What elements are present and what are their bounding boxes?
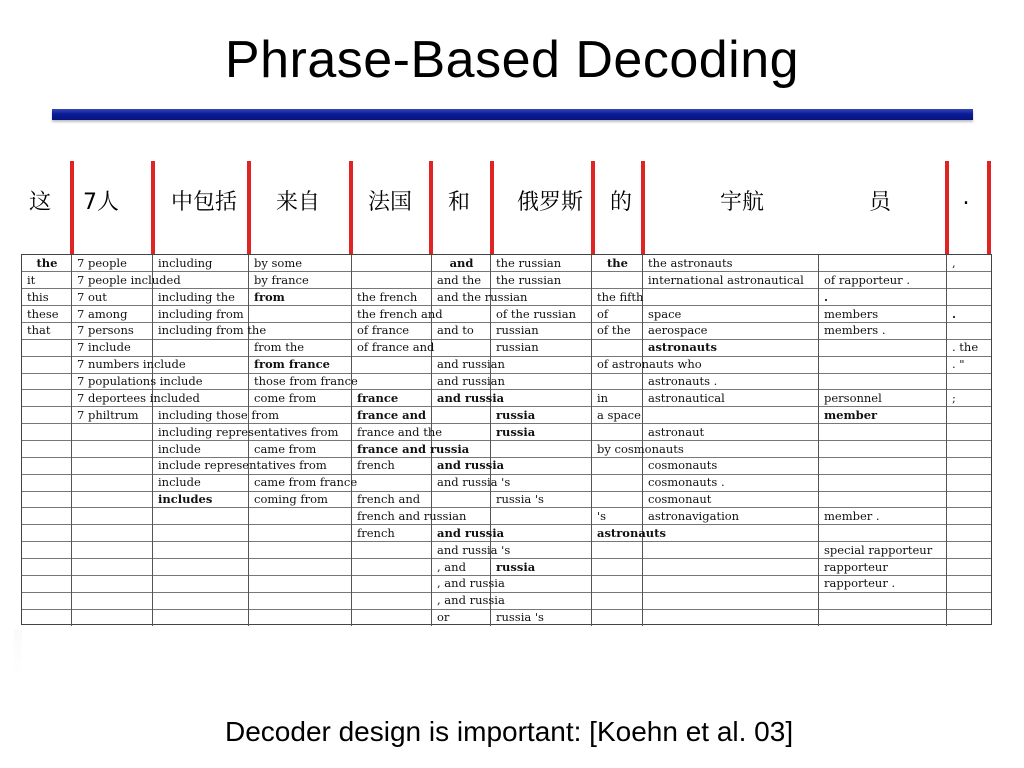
translation-option: came from (254, 441, 317, 456)
translation-option: international astronautical (648, 272, 804, 287)
translation-option: and to (437, 323, 474, 338)
translation-option: 's (597, 508, 607, 523)
translation-option: the french and (357, 306, 443, 321)
translation-option: including the (158, 289, 235, 304)
translation-option: space (648, 306, 682, 321)
translation-option: 7 include (77, 340, 131, 355)
translation-option: french and russian (357, 508, 467, 523)
translation-option: astronauts . (648, 374, 718, 389)
translation-option: 7 populations include (77, 374, 203, 389)
translation-option: of rapporteur . (824, 272, 910, 287)
source-word: 来自 (275, 190, 321, 215)
translation-option: by cosmonauts (597, 441, 684, 456)
translation-option: a space (597, 407, 641, 422)
translation-option: rapporteur (824, 559, 888, 574)
translation-option: and (449, 256, 474, 270)
translation-option: the (36, 256, 58, 270)
segment-divider (987, 161, 991, 255)
translation-option: and russia 's (437, 542, 511, 557)
translation-option: french and (357, 492, 421, 507)
translation-option: russia 's (496, 610, 544, 625)
translation-option: coming from (254, 492, 328, 507)
translation-option: from the (254, 340, 305, 355)
translation-option: rapporteur . (824, 576, 896, 591)
translation-option: members . (824, 323, 886, 338)
translation-option: russia 's (496, 492, 544, 507)
source-word: 法国 (367, 190, 413, 215)
translation-option: . (952, 306, 957, 321)
translation-option: 7 deportees included (77, 390, 200, 405)
translation-option: and russian (437, 374, 505, 389)
segment-divider (151, 161, 155, 255)
translation-option: , and russia (437, 576, 505, 591)
translation-option: cosmonauts (648, 458, 718, 473)
translation-option: of france and (357, 340, 435, 355)
segment-divider (429, 161, 433, 255)
translation-option: cosmonauts . (648, 475, 725, 490)
translation-option: astronavigation (648, 508, 740, 523)
translation-option: france and russia (357, 441, 470, 456)
translation-option: including from (158, 306, 244, 321)
source-word: 员 (868, 190, 892, 215)
translation-option: and russia (437, 390, 505, 405)
translation-option: russia (496, 424, 536, 439)
translation-option: of the russian (496, 306, 576, 321)
translation-option: russia (496, 559, 536, 574)
translation-option: the russian (496, 256, 562, 270)
translation-option: french (357, 458, 395, 473)
translation-option: astronauts (648, 340, 717, 355)
translation-option: from france (254, 357, 330, 372)
translation-option: . (824, 289, 829, 304)
translation-options-table (21, 254, 992, 625)
translation-option: it (27, 272, 36, 287)
translation-option: come from (254, 390, 317, 405)
translation-option: cosmonaut (648, 492, 712, 507)
translation-option: member . (824, 508, 880, 523)
translation-option: , and russia (437, 593, 505, 608)
translation-option: those from france (254, 374, 358, 389)
title-underline (52, 109, 973, 120)
translation-option: russia (496, 407, 536, 422)
translation-option: astronauts (597, 525, 666, 540)
source-word: 的 (609, 190, 633, 215)
segment-divider (945, 161, 949, 255)
translation-option: that (27, 323, 51, 338)
translation-option: france and the (357, 424, 443, 439)
translation-option: members (824, 306, 879, 321)
slide-footer: Decoder design is important: [Koehn et al. 03] (225, 716, 794, 747)
translation-option: astronautical (648, 390, 725, 405)
segment-divider (641, 161, 645, 255)
source-word: 宇航 (719, 190, 765, 215)
translation-option: special rapporteur (824, 542, 933, 557)
source-sentence (20, 158, 995, 253)
translation-option: aerospace (648, 323, 708, 338)
translation-option: russian (496, 340, 539, 355)
translation-option: , and (437, 559, 466, 574)
translation-option: including from the (158, 323, 267, 338)
translation-option: from (254, 289, 285, 304)
translation-option: including those from (158, 407, 279, 422)
translation-option: and the russian (437, 289, 528, 304)
segment-divider (247, 161, 251, 255)
translation-option: include (158, 441, 201, 456)
translation-option: 7 people (77, 256, 127, 270)
translation-option: by france (254, 272, 309, 287)
source-word: . (962, 185, 970, 210)
translation-option: france (357, 390, 399, 405)
source-word: 7人 (83, 190, 119, 215)
translation-option: the french (357, 289, 418, 304)
translation-option: this (27, 289, 49, 304)
source-word: 中包括 (170, 190, 238, 215)
source-word: 俄罗斯 (516, 190, 584, 215)
translation-option: including representatives from (158, 424, 339, 439)
translation-option: and the (437, 272, 482, 287)
translation-option: the fifth (597, 289, 644, 304)
translation-option: or (437, 610, 450, 625)
translation-option: 7 philtrum (77, 407, 139, 422)
translation-option: of (597, 306, 609, 321)
translation-option: came from france (254, 475, 358, 490)
translation-option: . the (952, 340, 979, 355)
translation-option: 7 among (77, 306, 128, 321)
source-word: 和 (447, 190, 471, 215)
translation-option: and russian (437, 357, 505, 372)
translation-option: 7 out (77, 289, 107, 304)
translation-option: french (357, 525, 395, 540)
translation-option: include representatives from (158, 458, 327, 473)
translation-option: of astronauts who (597, 357, 702, 372)
translation-option: by some (254, 256, 303, 270)
translation-option: 7 people included (77, 272, 181, 287)
translation-option: including (158, 256, 213, 270)
translation-option: the russian (496, 272, 562, 287)
translation-option: ; (952, 390, 956, 405)
translation-option: and russia 's (437, 475, 511, 490)
source-word: 这 (28, 190, 52, 215)
scan-edge (14, 630, 22, 675)
translation-option: personnel (824, 390, 882, 405)
translation-option: . " (952, 357, 965, 372)
translation-option: russian (496, 323, 539, 338)
translation-option: 7 persons (77, 323, 134, 338)
translation-option: 7 numbers include (77, 357, 186, 372)
segment-divider (490, 161, 494, 255)
translation-option: france and (357, 407, 426, 422)
translation-option: these (27, 306, 59, 321)
translation-option: of france (357, 323, 410, 338)
translation-option: , (952, 256, 956, 270)
translation-option: member (824, 407, 878, 422)
segment-divider (349, 161, 353, 255)
translation-option: astronaut (648, 424, 705, 439)
translation-option: includes (158, 492, 213, 507)
translation-option: and russia (437, 525, 505, 540)
slide-title: Phrase-Based Decoding (224, 31, 800, 89)
translation-option: include (158, 475, 201, 490)
segment-divider (591, 161, 595, 255)
translation-option: the (607, 256, 628, 270)
translation-option: the astronauts (648, 256, 733, 270)
translation-option: and russia (437, 458, 505, 473)
translation-option: of the (597, 323, 631, 338)
segment-divider (70, 161, 74, 255)
translation-option: in (597, 390, 609, 405)
